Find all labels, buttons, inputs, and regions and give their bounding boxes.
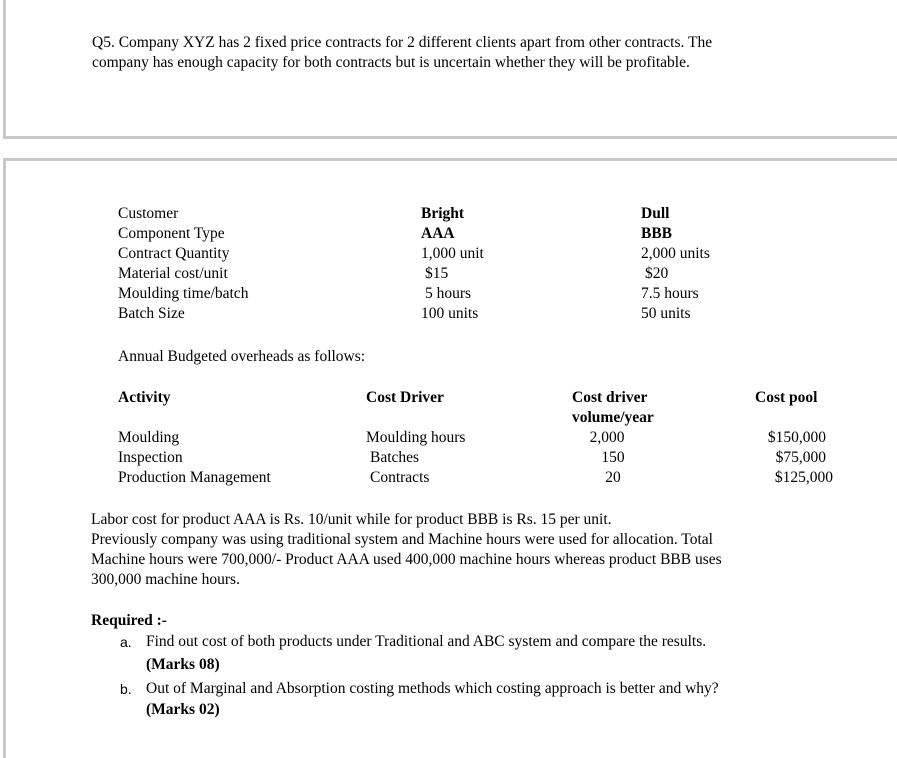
volume-column <box>572 428 642 488</box>
dull-moulding-time: 7.5 hours <box>641 285 699 302</box>
dull-component-type: BBB <box>641 225 673 242</box>
bright-material-cost: $15 <box>425 265 449 282</box>
row-activity: Inspection <box>118 449 183 466</box>
bright-moulding-time: 5 hours <box>425 285 472 302</box>
required-item-b-marker: b. <box>120 681 132 697</box>
header-cost-pool: Cost pool <box>755 389 818 406</box>
overheads-intro: Annual Budgeted overheads as follows: <box>118 348 366 365</box>
row-cost-pool: $150,000 <box>767 429 826 446</box>
label-moulding-time: Moulding time/batch <box>118 285 249 302</box>
paragraph-line: Machine hours were 700,000/- Product AAA used 400,000 machine hours whereas product BBB uses <box>91 551 722 568</box>
label-batch-size: Batch Size <box>118 305 185 322</box>
row-cost-pool: $125,000 <box>774 469 833 486</box>
header-volume-line-2: volume/year <box>572 409 654 426</box>
bright-quantity: 1,000 unit <box>421 245 484 262</box>
paragraph-line: Labor cost for product AAA is Rs. 10/unit while for product BBB is Rs. 15 per unit. <box>91 511 612 528</box>
label-contract-quantity: Contract Quantity <box>118 245 230 262</box>
dull-header: Dull <box>641 205 670 222</box>
dull-batch-size: 50 units <box>641 305 691 322</box>
dull-material-cost: $20 <box>645 265 669 282</box>
header-cost-driver: Cost Driver <box>366 389 444 406</box>
paragraph-line: 300,000 machine hours. <box>91 571 240 588</box>
header-volume-line-1: Cost driver <box>572 389 648 406</box>
bright-batch-size: 100 units <box>421 305 479 322</box>
required-item-b-text: Out of Marginal and Absorption costing methods which costing approach is better and why? <box>146 680 719 697</box>
question-line-2: company has enough capacity for both contracts but is uncertain whether they will be profitable. <box>92 54 690 71</box>
label-customer: Customer <box>118 205 179 222</box>
header-activity: Activity <box>118 389 171 406</box>
row-cost-driver: Batches <box>370 449 420 466</box>
cost-pool-column <box>740 428 833 488</box>
customer-labels-column <box>118 204 248 324</box>
row-volume: 2,000 <box>589 429 625 446</box>
required-title: Required :- <box>91 612 167 629</box>
row-cost-pool: $75,000 <box>775 449 826 466</box>
required-item-a-marker: a. <box>120 634 132 650</box>
required-item-a-marks: (Marks 08) <box>146 656 220 673</box>
row-cost-driver: Contracts <box>370 469 430 486</box>
row-cost-driver: Moulding hours <box>366 429 466 446</box>
label-material-cost: Material cost/unit <box>118 265 228 282</box>
bright-component-type: AAA <box>421 225 455 242</box>
row-activity: Production Management <box>118 469 271 486</box>
question-line-1: Q5. Company XYZ has 2 fixed price contracts for 2 different clients apart from other contracts. The <box>92 34 713 51</box>
cost-driver-column <box>366 428 465 488</box>
dull-quantity: 2,000 units <box>641 245 710 262</box>
row-volume: 150 <box>601 449 625 466</box>
required-item-b-marks: (Marks 02) <box>146 701 220 718</box>
row-volume: 20 <box>605 469 621 486</box>
bright-header: Bright <box>421 205 465 222</box>
activity-column <box>118 428 271 488</box>
paragraph-line: Previously company was using traditional system and Machine hours were used for allocation. Total <box>91 531 713 548</box>
label-component-type: Component Type <box>118 225 225 242</box>
row-activity: Moulding <box>118 429 180 446</box>
dull-column <box>641 204 710 324</box>
required-item-a-text: Find out cost of both products under Traditional and ABC system and compare the results. <box>146 633 707 650</box>
bright-column <box>421 204 484 324</box>
